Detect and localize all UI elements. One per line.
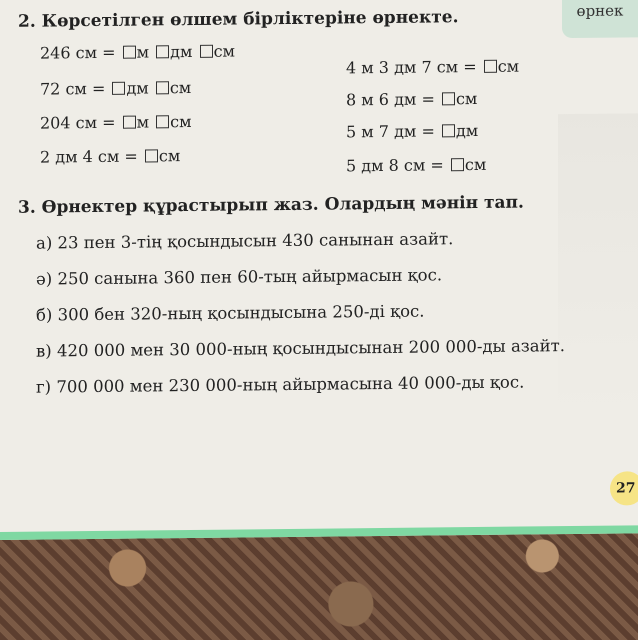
task2-left-row: [40, 78, 191, 99]
expr-prefix: 246 см =: [40, 42, 116, 63]
blank-box: [156, 115, 169, 128]
task3-title: 3. Өрнектер құрастырып жаз. Олардың мәнін тап.: [18, 192, 524, 218]
blank-box: [442, 124, 455, 137]
unit-label: см: [158, 146, 181, 166]
blank-box: [145, 149, 158, 162]
unit-label: м: [136, 112, 150, 132]
unit-label: см: [169, 77, 192, 98]
blank-box: [442, 92, 455, 105]
unit-label: см: [170, 111, 192, 132]
expr-prefix: 2 дм 4 см =: [40, 146, 138, 167]
unit-label: м: [136, 42, 150, 62]
task2-title: 2. Көрсетілген өлшем бірліктеріне өрнекте.: [18, 7, 459, 32]
blank-box: [451, 158, 464, 171]
task2-right-row: [346, 57, 519, 78]
blank-box: [484, 60, 497, 73]
page-number: 27: [610, 471, 638, 505]
task2-right-row: [346, 155, 486, 175]
task3-item: б) 300 бен 320-ның қосындысына 250-ді қос.: [36, 301, 425, 325]
expr-prefix: 5 м 7 дм =: [346, 121, 435, 142]
unit-label: см: [455, 89, 478, 109]
task2-left-row: [40, 112, 192, 133]
task2-left-row: [40, 42, 235, 63]
task3-item: в) 420 000 мен 30 000-ның қосындысынан 200 000-ды азайт.: [36, 336, 565, 361]
task2-right-row: [346, 121, 478, 141]
expr-prefix: 72 см =: [40, 78, 106, 99]
unit-label: дм: [170, 41, 193, 62]
unit-label: см: [464, 154, 487, 175]
unit-label: см: [213, 41, 235, 61]
unit-label: см: [497, 56, 520, 76]
unit-label: дм: [455, 120, 479, 141]
blank-box: [156, 45, 169, 58]
blank-box: [123, 116, 136, 129]
task3-item: ә) 250 санына 360 пен 60-тың айырмасын қос.: [36, 265, 443, 289]
bleed-through-text: [558, 113, 638, 414]
task2-right-row: [346, 89, 477, 109]
expr-prefix: 4 м 3 дм 7 см =: [346, 57, 477, 78]
unit-label: дм: [126, 78, 149, 98]
task2-left-row: [40, 146, 180, 166]
task3-item: г) 700 000 мен 230 000-ның айырмасына 40 000-ды қос.: [36, 372, 525, 397]
blank-box: [200, 45, 213, 58]
expr-prefix: 204 см =: [40, 112, 116, 133]
blank-box: [112, 82, 125, 95]
expr-prefix: 5 дм 8 см =: [346, 155, 444, 176]
side-tab: өрнек: [562, 0, 638, 38]
task3-item: а) 23 пен 3-тің қосындысын 430 санынан азайт.: [36, 229, 454, 253]
blank-box: [123, 46, 136, 59]
blank-box: [156, 81, 169, 94]
expr-prefix: 8 м 6 дм =: [346, 89, 435, 110]
